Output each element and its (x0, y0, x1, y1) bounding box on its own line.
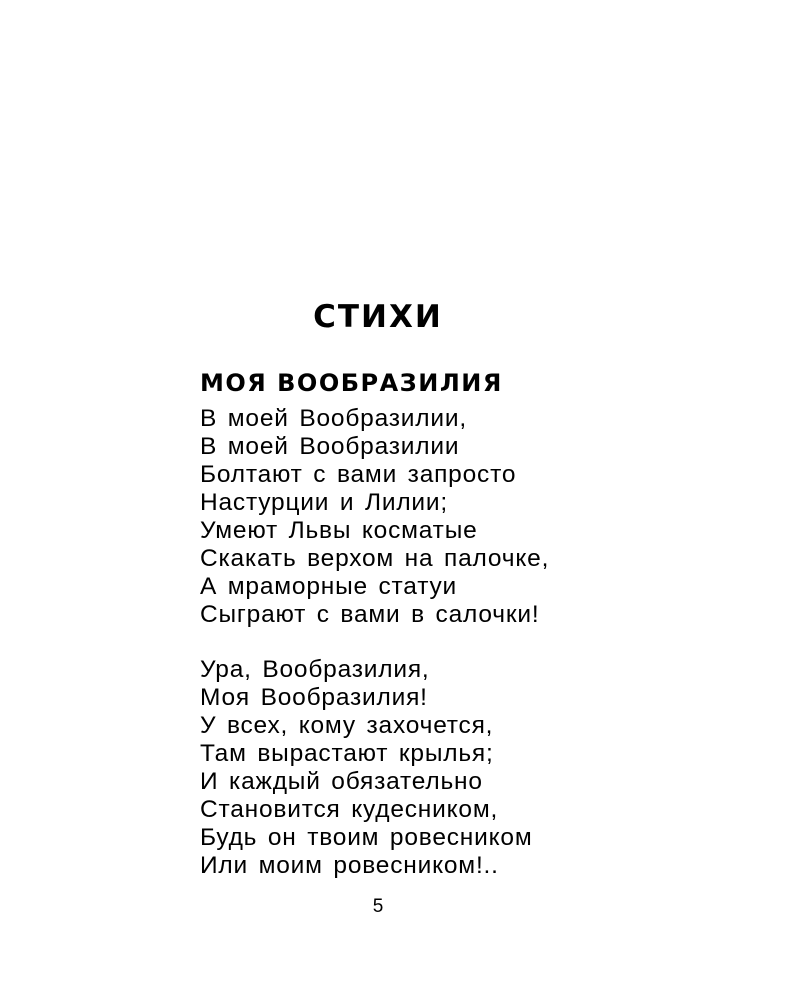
poem-line: Или моим ровесником!.. (200, 852, 499, 879)
poem-line: В моей Вообразилии (200, 433, 460, 460)
poem-line: Настурции и Лилии; (200, 489, 449, 516)
poem-line: Там вырастают крылья; (200, 740, 494, 767)
poem-line: А мраморные статуи (200, 573, 458, 600)
poem-line: Скакать верхом на палочке, (200, 545, 550, 572)
poem-line: Будь он твоим ровесником (200, 824, 533, 851)
poem-line: Становится кудесником, (200, 796, 499, 823)
poem-line: У всех, кому захочется, (200, 712, 494, 739)
stanza-1 (200, 405, 549, 629)
poem-line: Ура, Вообразилия, (200, 656, 430, 683)
poem-line: Умеют Львы косматые (200, 517, 478, 544)
poem-line: Сыграют с вами в салочки! (200, 601, 540, 628)
poem-line: Болтают с вами запросто (200, 461, 517, 488)
poem-line: Моя Вообразилия! (200, 684, 428, 711)
stanza-2 (200, 656, 532, 880)
poem-line: В моей Вообразилии, (200, 405, 467, 432)
poem-title: МОЯ ВООБРАЗИЛИЯ (200, 369, 503, 397)
page-number: 5 (372, 896, 384, 917)
section-title: СТИХИ (313, 299, 443, 335)
poem-line: И каждый обязательно (200, 768, 483, 795)
